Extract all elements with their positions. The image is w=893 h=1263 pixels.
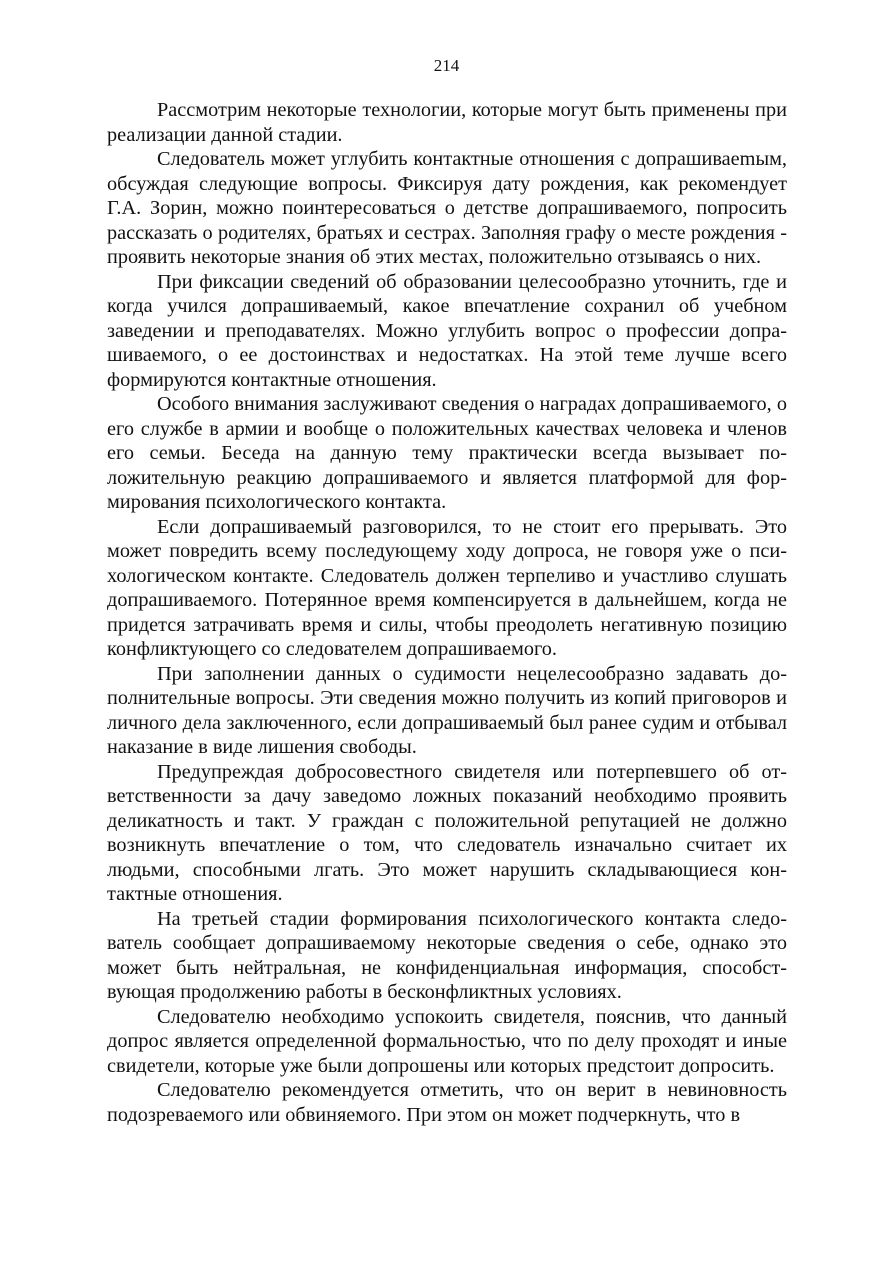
paragraph: При заполнении данных о судимости нецелесообразно задавать дополнительные вопросы. Эти сведения можно получить из копий приговоров и личного дела заключенного, если допрашиваемый был ранее судим и отбывал наказание в виде лишения свободы. [107,662,787,758]
body-text [107,98,787,1127]
paragraph: Если допрашиваемый разговорился, то не стоит его прерывать. Это может повредить всему последующему ходу допроса, не говоря уже о психологическом контакте. Следователь должен терпеливо и участливо слушать допрашиваемого. Потерянное время компенсируется в дальнейшем, когда не придется затрачивать время и силы, чтобы преодолеть негативную позицию конфликтующего со следователем допрашиваемого. [107,515,787,660]
paragraph: Предупреждая добросовестного свидетеля или потерпевшего об ответственности за дачу заведомо ложных показаний необходимо проявить деликатность и такт. У граждан с положительной репутацией не должно возникнуть впечатление о том, что следователь изначально считает их людьми, способными лгать. Это может нарушить складывающиеся контактные отношения. [107,760,787,905]
paragraph: При фиксации сведений об образовании целесообразно уточнить, где и когда учился допрашиваемый, какое впечатление сохранил об учебном заведении и преподавателях. Можно углубить вопрос о профессии допрашиваемого, о ее достоинствах и недостатках. На этой теме лучше всего формируются контактные отношения. [107,270,787,391]
paragraph: Следователь может углубить контактные отношения с допрашиваеmым, обсуждая следующие вопросы. Фиксируя дату рождения, как рекомендует Г.А. Зорин, можно поинтересоваться о детстве допрашиваемого, попросить рассказать о родителях, братьях и сестрах. Заполняя графу о месте рождения - проявить некоторые знания об этих местах, положительно отзываясь о них. [107,148,787,268]
paragraph: Следователю необходимо успокоить свидетеля, пояснив, что данный допрос является определенной формальностью, что по делу проходят и иные свидетели, которые уже были допрошены или которых предстоит допросить. [107,1005,787,1077]
page-number: 214 [433,56,460,75]
paragraph: Следователю рекомендуется отметить, что он верит в невиновность подозреваемого или обвиняемого. При этом он может подчеркнуть, что в [107,1079,787,1126]
paragraph: На третьей стадии формирования психологического контакта следователь сообщает допрашиваемому некоторые сведения о себе, однако это может быть нейтральная, не конфиденциальная информация, способствующая продолжению работы в бесконфликтных условиях. [107,907,787,1003]
paragraph: Особого внимания заслуживают сведения о наградах допрашиваемого, о его службе в армии и вообще о положительных качествах человека и членов его семьи. Беседа на данную тему практически всегда вызывает положительную реакцию допрашиваемого и является платформой для формирования психологического контакта. [107,393,787,513]
paragraph: Рассмотрим некоторые технологии, которые могут быть применены при реализации данной стадии. [107,99,787,146]
